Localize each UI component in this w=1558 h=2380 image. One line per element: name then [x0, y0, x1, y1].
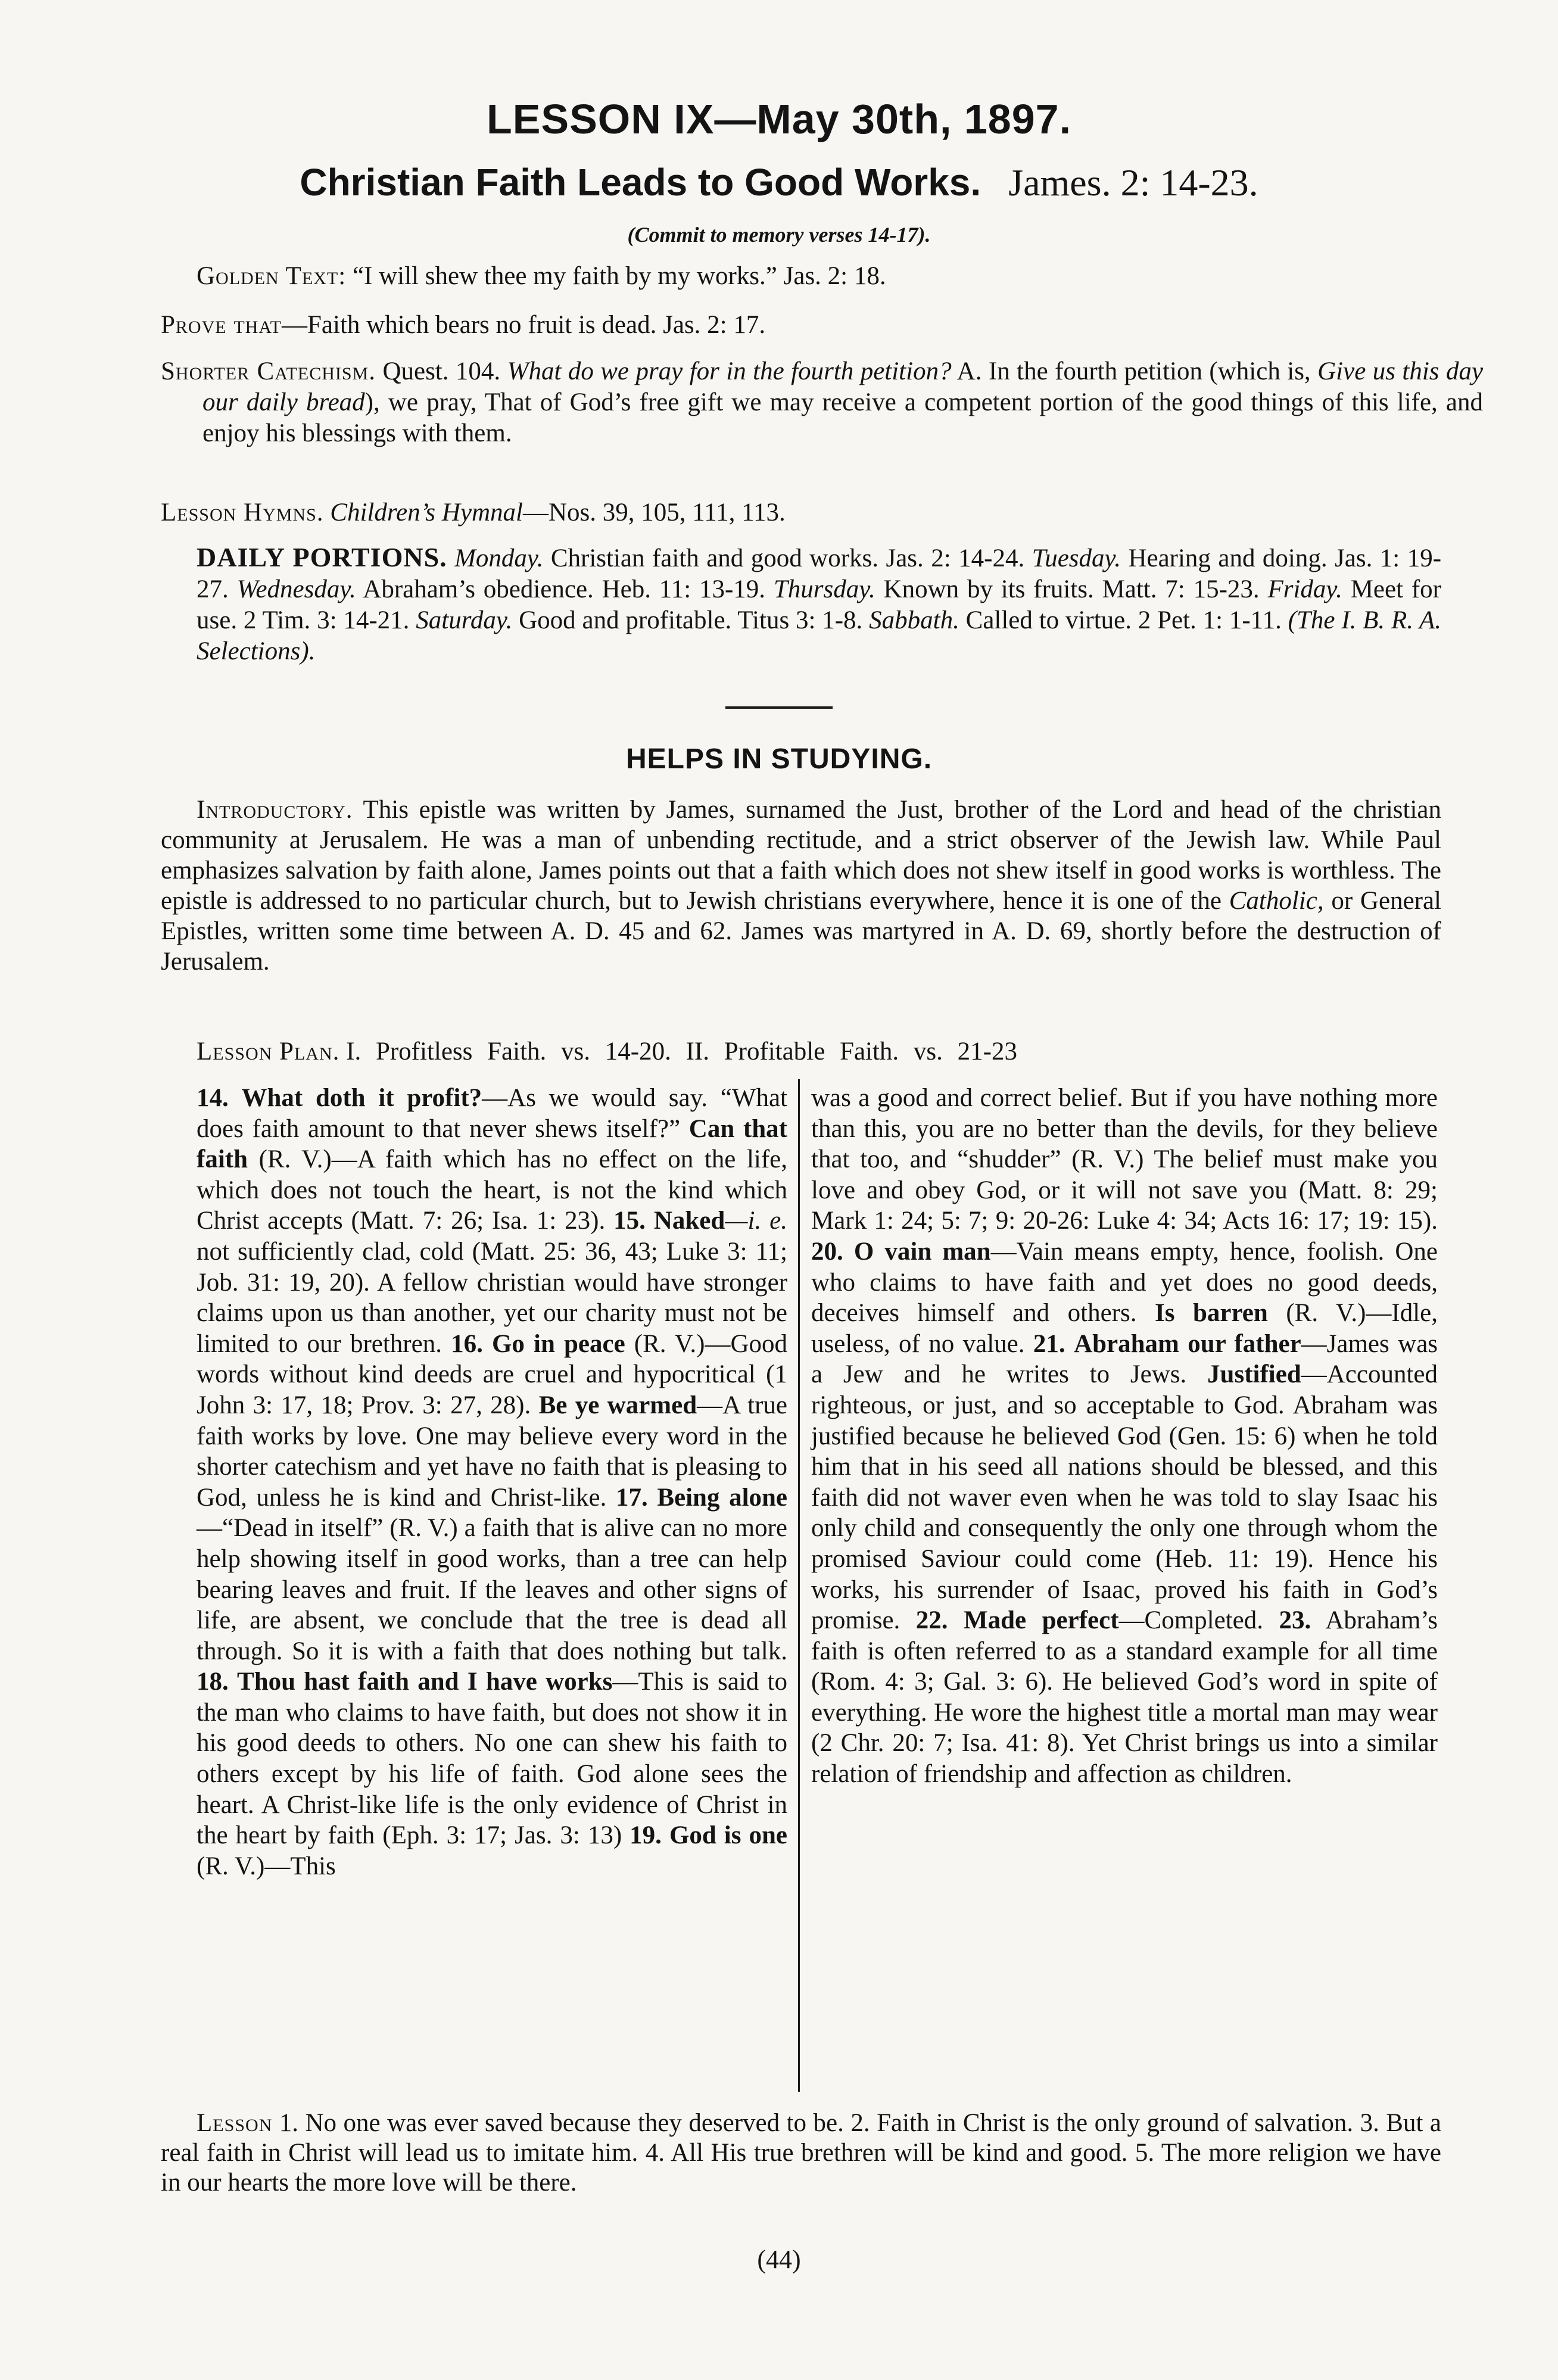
is-barren-heading: Is barren: [1155, 1299, 1268, 1328]
notes-column-right: [811, 1083, 1438, 1790]
be-ye-warmed-text: —A true faith works by love. One may believe every word in the shorter catechism and yet have no faith that is pleasing to God, unless he is kind and Christ-like.: [197, 1391, 788, 1512]
v15-heading: Naked: [653, 1207, 725, 1235]
catechism-label: Shorter Catechism.: [161, 357, 376, 385]
prove-that-label: Prove that: [161, 311, 282, 339]
daily-friday: Friday.: [1267, 575, 1342, 603]
v15-text: not sufficiently clad, cold (Matt. 25: 36, 43; Luke 3: 11; Job. 31: 19, 20). A fellow christian would have stronger claims upon us than another, yet our charity must not be limited to our brethren.: [197, 1237, 787, 1358]
prove-that: [161, 310, 1441, 341]
daily-portions: [197, 542, 1441, 667]
golden-text: [197, 261, 1441, 292]
lesson-points-text: 1. No one was ever saved because they deserved to be. 2. Faith in Christ is the only ground of salvation. 3. But a real faith in Christ will lead us to imitate him. 4. All His true brethren will be kind and good. 5. The more religion we have in our hearts the more love will be there.: [161, 2109, 1441, 2197]
helps-heading: HELPS IN STUDYING.: [625, 743, 933, 775]
lesson-plan-text: I. Profitless Faith. vs. 14-20. II. Profitable Faith. vs. 21-23: [346, 1038, 1017, 1066]
daily-friday-text: Meet for use. 2 Tim. 3: 14-21.: [197, 575, 1441, 634]
v18-heading: Thou hast faith and I have works: [237, 1668, 613, 1696]
catechism-answer-label: A.: [956, 357, 982, 385]
v16-heading: Go in peace: [491, 1329, 625, 1358]
prove-that-body: —Faith which bears no fruit is dead. Jas. 2: 17.: [282, 311, 766, 339]
right-intro-text: was a good and correct belief. But if you have nothing more than this, you are no better than the devils, for they believe that too, and “shudder” (R. V.) The belief must make you love and obey God, or it will not save you (Matt. 8: 29; Mark 1: 24; 5: 7; 9: 20-26: Luke 4: 34; Acts 16: 17; 19: 15).: [811, 1084, 1438, 1235]
v23-text: Abraham’s faith is often referred to as a standard example for all time (Rom. 4: 3; Gal. 3: 6). He believed God’s word in spite of everything. He wore the highest title a mortal man may wear (2 Chr. 20: 7; Isa. 41: 8). Yet Christ brings us into a similar relation of friendship and affection as children.: [811, 1606, 1438, 1789]
daily-tuesday: Tuesday.: [1032, 544, 1121, 572]
v19-number: 19.: [630, 1821, 662, 1850]
scripture-reference: James. 2: 14-23.: [1008, 161, 1258, 204]
notes-column-left: [197, 1083, 787, 1881]
v15-number: 15.: [613, 1207, 646, 1235]
lesson-subtitle-line: [0, 160, 1558, 205]
v19-text: (R. V.)—This: [197, 1852, 336, 1880]
v17-heading: Being alone: [657, 1483, 788, 1512]
can-that-faith-text: (R. V.)—A faith which has no effect on the life, which does not touch the heart, is not the kind which Christ accepts (Matt. 7: 26; Isa. 1: 23).: [197, 1145, 787, 1235]
lesson-plan-label: Lesson Plan.: [197, 1038, 340, 1066]
hymns-book: Children’s Hymnal: [330, 499, 523, 527]
v14-number: 14.: [197, 1084, 229, 1112]
daily-sabbath-text: Called to virtue. 2 Pet. 1: 1-11.: [965, 606, 1282, 634]
v21-number: 21.: [1033, 1329, 1065, 1358]
v14-heading: What doth it profit?: [241, 1084, 482, 1112]
page-number: (44): [757, 2245, 801, 2274]
v20-heading: O vain man: [853, 1237, 991, 1266]
daily-saturday-text: Good and profitable. Titus 3: 1-8.: [519, 606, 863, 634]
daily-tuesday-text: Hearing and doing. Jas. 1: 19-27.: [197, 544, 1442, 603]
lesson-subtitle: Christian Faith Leads to Good Works.: [300, 161, 981, 204]
v14-text: —As we would say. “What does faith amount to that never shews itself?”: [197, 1084, 787, 1143]
catechism-quest: Quest. 104.: [382, 357, 501, 385]
column-divider: [798, 1079, 800, 2092]
v17-number: 17.: [615, 1483, 648, 1512]
justified-text: —Accounted righteous, or just, and so acceptable to God. Abraham was justified because he believed God (Gen. 15: 6) when he told him that in his seed all nations should be blessed, and this faith did not waver even when he was told to slay Isaac his only child and consequently the only one through whom the promised Saviour could come (Heb. 11: 19). Hence his works, his surrender of Isaac, proved his faith in God’s promise.: [811, 1360, 1438, 1635]
introductory-label: Introductory.: [197, 796, 353, 824]
introductory-text-a: This epistle was written by James, surnamed the Just, brother of the Lord and head of the christian community at Jerusalem. He was a man of unbending rectitude, and a strict observer of the Jewish law. While Paul emphasizes salvation by faith alone, James points out that a faith which does not shew itself in good works is worthless. The epistle is addressed to no particular church, but to Jewish christians everywhere, hence it is one of the: [161, 796, 1441, 915]
introductory-catholic: Catholic,: [1229, 887, 1324, 915]
catechism-answer-b: ), we pray, That of God’s free gift we may receive a competent portion of the good things of this life, and enjoy his blessings with them.: [202, 388, 1483, 447]
daily-portions-label: DAILY PORTIONS.: [197, 542, 447, 572]
golden-text-label: Golden Text:: [197, 262, 347, 290]
daily-sabbath: Sabbath.: [869, 606, 959, 634]
v21-text: —James was a Jew and he writes to Jews.: [811, 1329, 1438, 1389]
daily-wednesday: Wednesday.: [236, 575, 356, 603]
v15-ie: —i. e.: [725, 1207, 788, 1235]
introductory: [161, 795, 1441, 977]
introductory-text-b: or General Epistles, written some time between A. D. 45 and 62. James was martyred in A. D. 69, shortly before the destruction of Jerusalem.: [161, 887, 1442, 976]
daily-thursday-text: Known by its fruits. Matt. 7: 15-23.: [883, 575, 1260, 603]
v17-text: —“Dead in itself” (R. V.) a faith that is alive can no more help showing itself in good works, than a tree can help bearing leaves and fruit. If the leaves and other signs of life, are absent, we conclude that the tree is dead all through. So it is with a faith that does nothing but talk.: [197, 1514, 787, 1665]
v22-number: 22.: [915, 1606, 948, 1635]
memory-note: (Commit to memory verses 14-17).: [627, 223, 931, 247]
section-divider: [725, 706, 833, 709]
v16-text: (R. V.)—Good words without kind deeds are cruel and hypocritical (1 John 3: 17, 18; Prov. 3: 27, 28).: [197, 1329, 788, 1419]
is-barren-text: (R. V.)—Idle, useless, of no value.: [811, 1299, 1438, 1358]
v22-text: —Completed.: [1118, 1606, 1263, 1635]
lesson-points: [161, 2108, 1441, 2198]
v20-number: 20.: [811, 1237, 843, 1266]
catechism-answer-a: In the fourth petition (which is,: [988, 357, 1311, 385]
daily-selections: (The I. B. R. A. Selections).: [197, 606, 1442, 665]
be-ye-warmed-heading: Be ye warmed: [538, 1391, 697, 1419]
hymns-numbers: —Nos. 39, 105, 111, 113.: [523, 499, 786, 527]
lesson-plan: [197, 1036, 1441, 1067]
v22-heading: Made perfect: [964, 1606, 1119, 1635]
v23-number: 23.: [1279, 1606, 1311, 1635]
v21-heading: Abraham our father: [1074, 1329, 1301, 1358]
hymns-label: Lesson Hymns.: [161, 499, 324, 527]
catechism-petition: Give us this day our daily bread: [202, 357, 1484, 416]
catechism-question: What do we pray for in the fourth petition?: [507, 357, 952, 385]
daily-saturday: Saturday.: [416, 606, 513, 634]
v18-text: —This is said to the man who claims to have faith, but does not show it in his good deeds to others. No one can shew his faith to others except by his life of faith. God alone sees the heart. A Christ-like life is the only evidence of Christ in the heart by faith (Eph. 3: 17; Jas. 3: 13): [197, 1668, 788, 1850]
daily-thursday: Thursday.: [773, 575, 875, 603]
daily-monday: Monday.: [454, 544, 544, 572]
justified-heading: Justified: [1207, 1360, 1301, 1389]
v16-number: 16.: [451, 1329, 483, 1358]
daily-wednesday-text: Abraham’s obedience. Heb. 11: 13-19.: [363, 575, 766, 603]
shorter-catechism: [161, 356, 1483, 449]
lesson-points-label: Lesson: [197, 2109, 273, 2137]
daily-monday-text: Christian faith and good works. Jas. 2: 14-24.: [550, 544, 1025, 572]
lesson-hymns: [161, 497, 1441, 528]
v20-text: —Vain means empty, hence, foolish. One who claims to have faith and yet does no good deeds, deceives himself and others.: [811, 1237, 1438, 1328]
golden-text-body: “I will shew thee my faith by my works.” Jas. 2: 18.: [352, 262, 886, 290]
v18-number: 18.: [197, 1668, 229, 1696]
v19-heading: God is one: [669, 1821, 787, 1850]
can-that-faith-heading: Can that faith: [197, 1114, 787, 1174]
lesson-title: LESSON IX—May 30th, 1897.: [486, 96, 1072, 142]
